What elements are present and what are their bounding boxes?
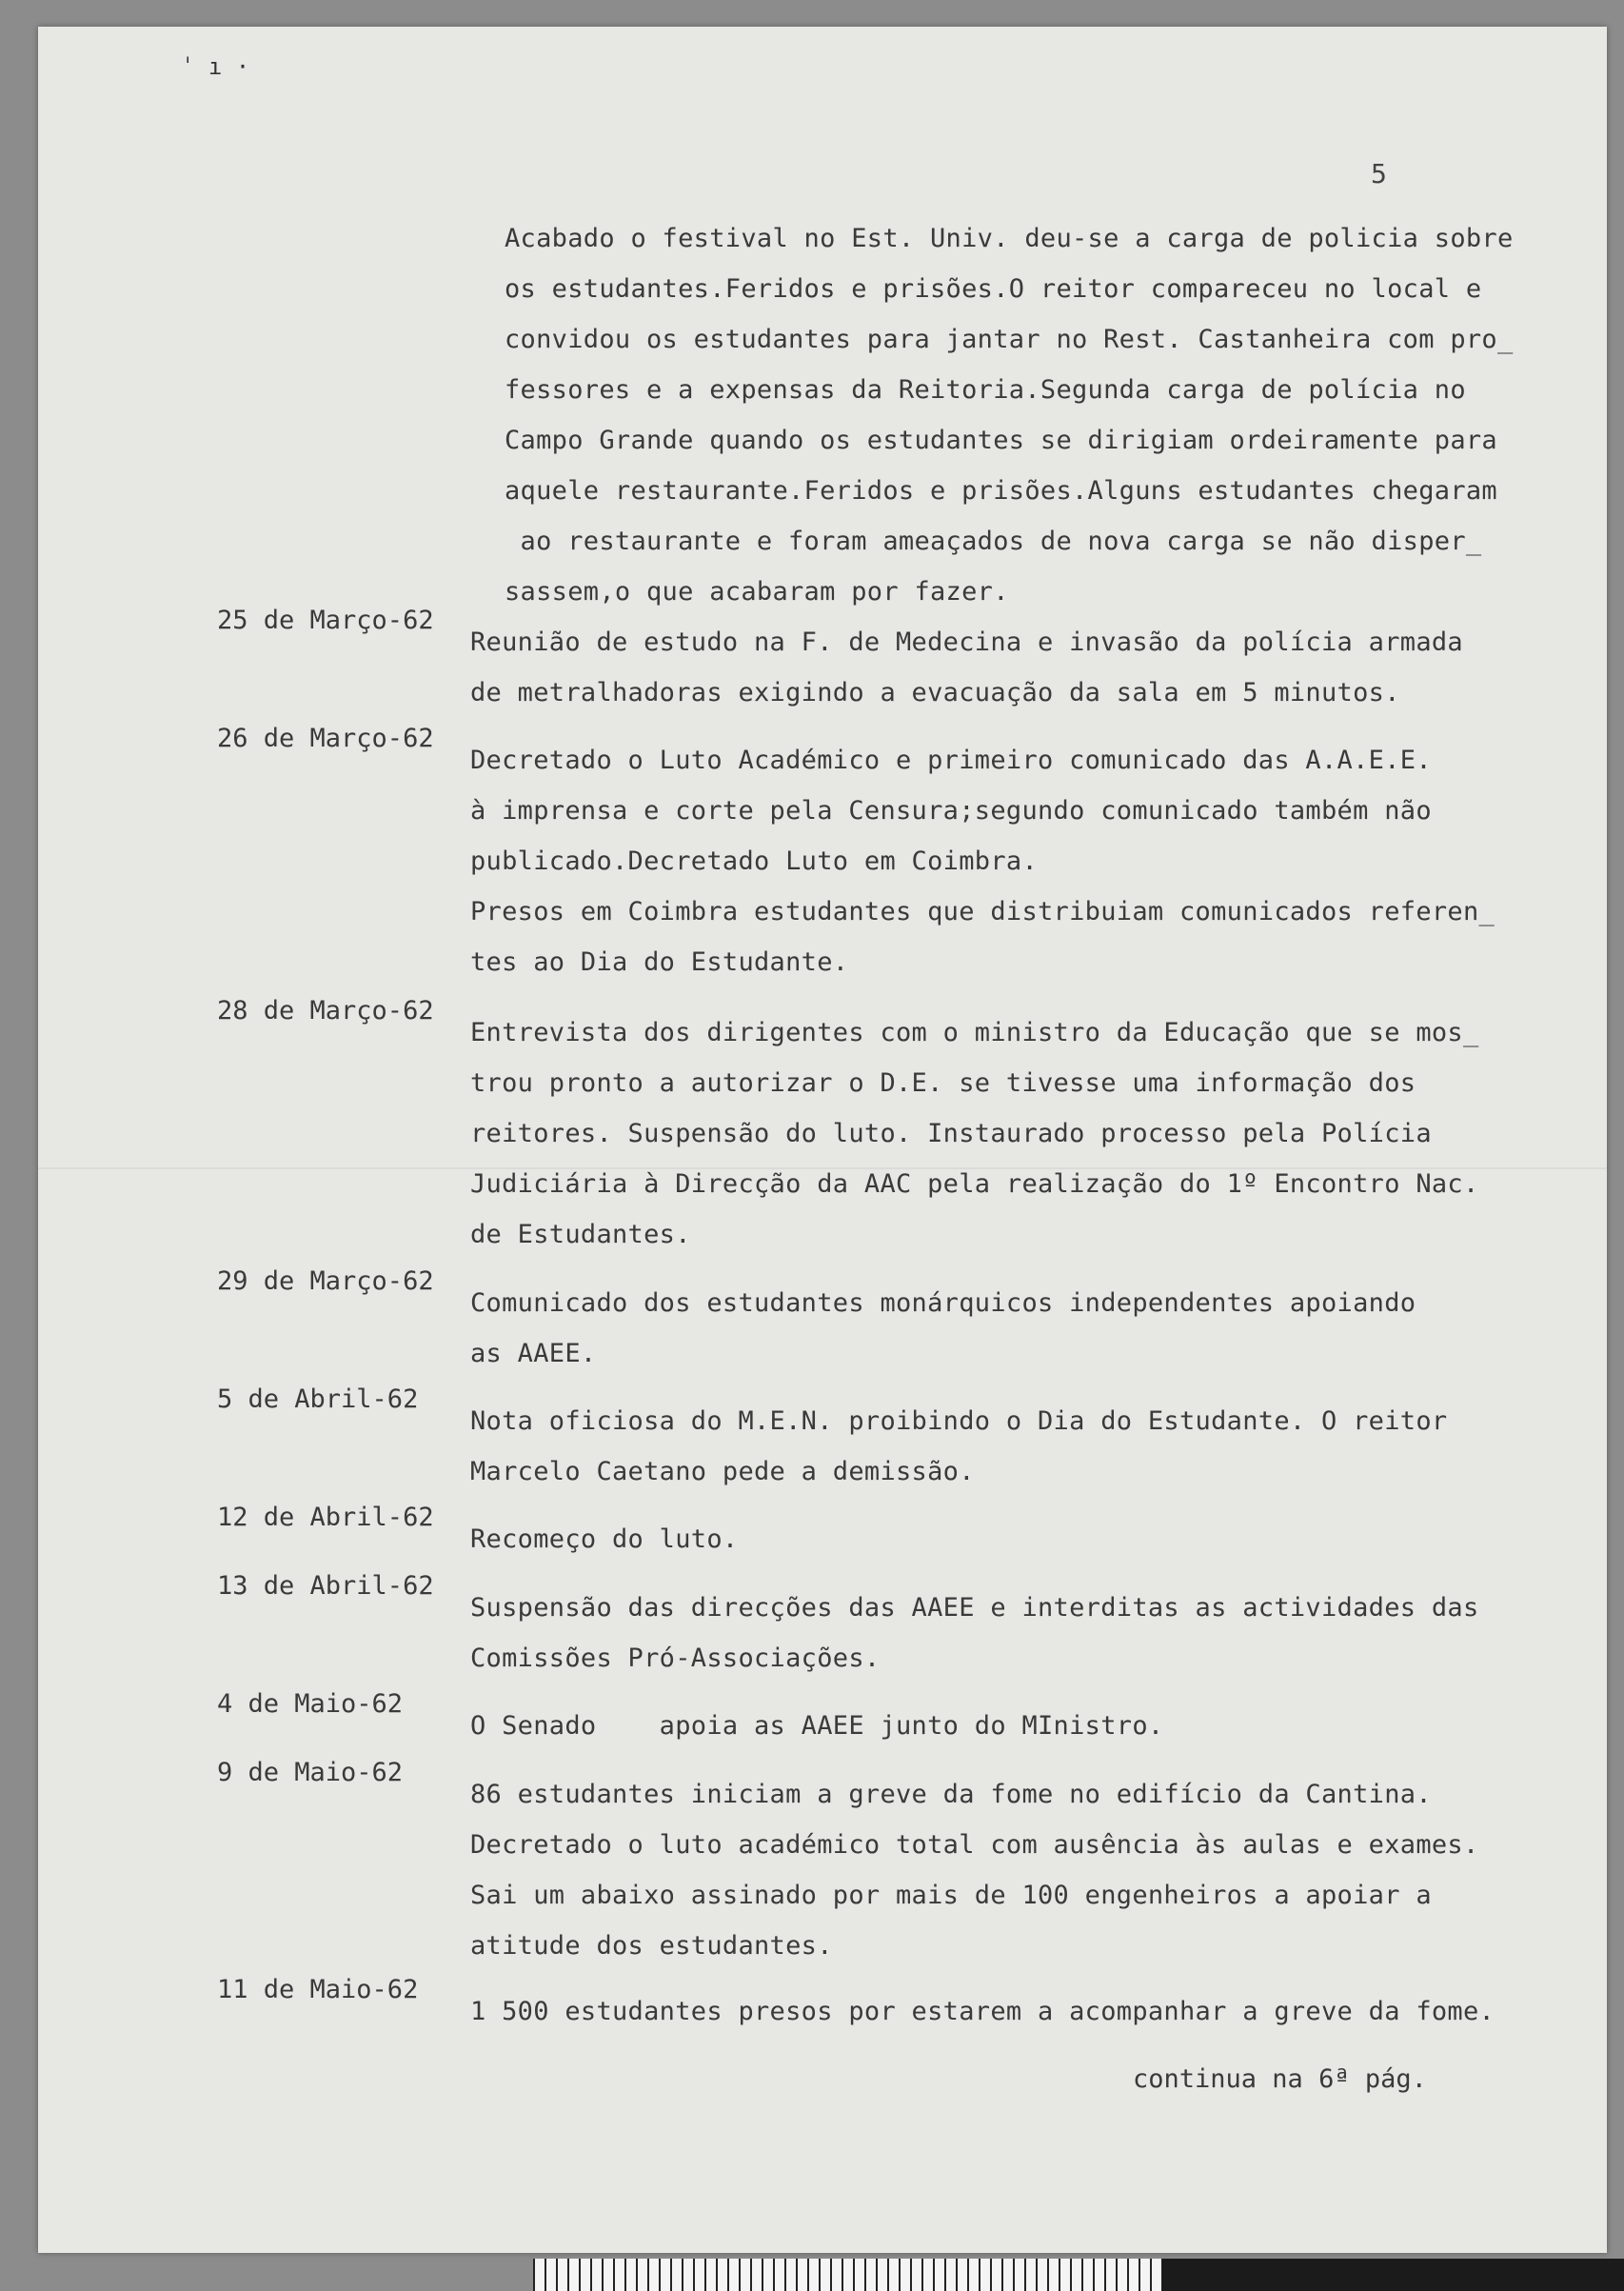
entry-text: [470, 1278, 1536, 1379]
text-line: Nota oficiosa do M.E.N. proibindo o Dia do Estudante. O reitor: [470, 1406, 1448, 1436]
entry-text: [470, 617, 1536, 718]
entry-date: 11 de Maio-62: [217, 1975, 419, 2004]
continuation-note: continua na 6ª pág.: [1133, 2064, 1427, 2094]
entry-date: 29 de Março-62: [217, 1266, 434, 1296]
intro-paragraph: [505, 213, 1533, 617]
text-line: os estudantes.Feridos e prisões.O reitor compareceu no local e: [505, 274, 1482, 304]
text-line: tes ao Dia do Estudante.: [470, 947, 849, 977]
entry-text: [470, 1514, 1536, 1564]
text-line: Decretado o Luto Académico e primeiro comunicado das A.A.E.E.: [470, 746, 1432, 775]
text-line: reitores. Suspensão do luto. Instaurado processo pela Polícia: [470, 1119, 1432, 1148]
entry-text: [470, 1769, 1536, 1971]
text-line: 1 500 estudantes presos por estarem a acompanhar a greve da fome.: [470, 1997, 1495, 2026]
text-line: à imprensa e corte pela Censura;segundo comunicado também não: [470, 796, 1432, 826]
entry-date: 25 de Março-62: [217, 606, 434, 635]
text-line: aquele restaurante.Feridos e prisões.Alguns estudantes chegaram: [505, 476, 1497, 506]
text-line: Campo Grande quando os estudantes se dirigiam ordeiramente para: [505, 426, 1497, 455]
text-line: Sai um abaixo assinado por mais de 100 engenheiros a apoiar a: [470, 1881, 1432, 1910]
text-line: O Senado apoia as AAEE junto do MInistro.: [470, 1711, 1164, 1741]
text-line: 86 estudantes iniciam a greve da fome no edifício da Cantina.: [470, 1780, 1432, 1809]
entry-text: [470, 735, 1536, 987]
text-line: Reunião de estudo na F. de Medecina e invasão da polícia armada: [470, 628, 1463, 657]
text-line: Decretado o luto académico total com ausência às aulas e exames.: [470, 1830, 1479, 1860]
scale-ruler: [533, 2259, 1624, 2291]
entry-date: 4 de Maio-62: [217, 1689, 404, 1719]
text-line: as AAEE.: [470, 1339, 597, 1368]
text-line: Comunicado dos estudantes monárquicos independentes apoiando: [470, 1288, 1416, 1318]
entry-text: [470, 1701, 1536, 1751]
entry-text: [470, 1583, 1536, 1683]
entry-text: [470, 1007, 1536, 1260]
text-line: convidou os estudantes para jantar no Rest. Castanheira com pro_: [505, 325, 1514, 354]
entry-date: 26 de Março-62: [217, 724, 434, 753]
entry-date: 28 de Março-62: [217, 996, 434, 1026]
text-line: de metralhadoras exigindo a evacuação da sala em 5 minutos.: [470, 678, 1400, 707]
text-line: Presos em Coimbra estudantes que distribuiam comunicados referen_: [470, 897, 1495, 926]
text-line: Judiciária à Direcção da AAC pela realização do 1º Encontro Nac.: [470, 1169, 1479, 1199]
entry-date: 12 de Abril-62: [217, 1503, 434, 1532]
text-line: Comissões Pró-Associações.: [470, 1644, 881, 1673]
text-line: Marcelo Caetano pede a demissão.: [470, 1457, 975, 1486]
text-line: Recomeço do luto.: [470, 1524, 739, 1554]
text-line: Suspensão das direcções das AAEE e interditas as actividades das: [470, 1593, 1479, 1623]
text-line: Acabado o festival no Est. Univ. deu-se a carga de policia sobre: [505, 224, 1514, 253]
text-line: fessores e a expensas da Reitoria.Segunda carga de polícia no: [505, 375, 1466, 405]
text-line: sassem,o que acabaram por fazer.: [505, 577, 1009, 607]
margin-marks: ˈ ı ·: [181, 53, 250, 80]
text-line: trou pronto a autorizar o D.E. se tivesse uma informação dos: [470, 1068, 1416, 1098]
page-number: 5: [1371, 158, 1387, 189]
ruler-dark-segment: [1161, 2259, 1624, 2291]
entry-text: [470, 1396, 1536, 1497]
entry-text: [470, 1986, 1536, 2037]
text-line: Entrevista dos dirigentes com o ministro da Educação que se mos_: [470, 1018, 1479, 1047]
entry-date: 5 de Abril-62: [217, 1385, 419, 1414]
text-line: atitude dos estudantes.: [470, 1931, 833, 1961]
typewritten-page: [38, 27, 1607, 2253]
text-line: publicado.Decretado Luto em Coimbra.: [470, 847, 1038, 876]
text-line: de Estudantes.: [470, 1220, 691, 1249]
entry-date: 9 de Maio-62: [217, 1758, 404, 1787]
entry-date: 13 de Abril-62: [217, 1571, 434, 1601]
text-line: ao restaurante e foram ameaçados de nova carga se não disper_: [505, 527, 1482, 556]
